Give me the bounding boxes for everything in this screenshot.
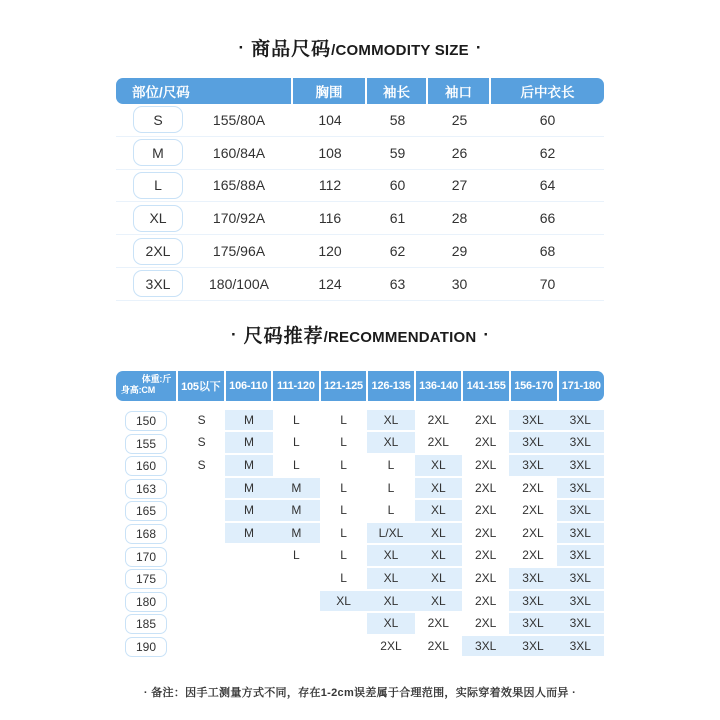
height-pill-wrap: [116, 455, 178, 478]
height-pill-wrap: [116, 613, 178, 636]
cuff-cell: 26: [451, 144, 468, 161]
recommended-size-cell: 3XL: [557, 478, 604, 501]
recommendation-title-en: /RECOMMENDATION: [323, 328, 477, 346]
recommended-size-cell: XL: [415, 478, 462, 501]
recommended-size-cell: [225, 545, 272, 568]
weight-range-header-cell: 156-170: [511, 371, 559, 401]
recommended-size-cell: 3XL: [509, 613, 556, 636]
title-dot-left: ·: [238, 38, 245, 57]
recommended-size-cell: 2XL: [509, 478, 556, 501]
recommended-size-cell: 3XL: [509, 455, 556, 478]
weight-range-header-cell: 111-120: [273, 371, 321, 401]
recommended-size-cell: 2XL: [462, 568, 509, 591]
size-table-header-cell: 后中衣长: [491, 78, 604, 104]
spec-cell: 165/88A: [212, 177, 266, 194]
recommended-size-cell: [273, 568, 320, 591]
recommended-size-cell: 2XL: [367, 636, 414, 659]
recommended-size-cell: 2XL: [462, 455, 509, 478]
recommended-size-cell: [178, 500, 225, 523]
recommended-size-cell: [178, 613, 225, 636]
recommended-size-cell: 2XL: [509, 545, 556, 568]
sleeve-cell: 58: [389, 111, 406, 128]
spec-cell: 155/80A: [212, 111, 266, 128]
size-table-header-cell: 袖口: [428, 78, 491, 104]
recommended-size-cell: L: [273, 432, 320, 455]
recommended-size-cell: L: [320, 568, 367, 591]
height-pill: 150: [125, 411, 167, 431]
cuff-cell: 30: [451, 275, 468, 292]
height-pill: 155: [125, 434, 167, 454]
recommended-size-cell: [225, 613, 272, 636]
size-pill-wrap: [116, 205, 185, 232]
recommended-size-cell: 3XL: [509, 636, 556, 659]
recommendation-title: [116, 321, 604, 355]
recommended-size-cell: 3XL: [557, 545, 604, 568]
recommended-size-cell: S: [178, 410, 225, 433]
recommendation-row: [116, 455, 604, 478]
recommended-size-cell: M: [225, 410, 272, 433]
size-table-body: [116, 104, 604, 301]
weight-range-header-cell: 136-140: [416, 371, 464, 401]
recommended-size-cell: L: [367, 455, 414, 478]
recommended-size-cell: [178, 478, 225, 501]
chest-cell: 120: [318, 243, 342, 260]
size-table-row: [116, 202, 604, 235]
size-table-row: [116, 170, 604, 203]
weight-range-header-cell: 171-180: [559, 371, 605, 401]
sleeve-cell: 59: [389, 144, 406, 161]
recommended-size-cell: [178, 545, 225, 568]
recommended-size-cell: L: [367, 500, 414, 523]
sleeve-cell: 63: [389, 275, 406, 292]
recommended-size-cell: [178, 636, 225, 659]
recommended-size-cell: M: [273, 500, 320, 523]
recommended-size-cell: XL: [367, 545, 414, 568]
weight-range-header-cell: 106-110: [226, 371, 274, 401]
title2-dot-right: ·: [483, 324, 490, 344]
recommended-size-cell: 2XL: [462, 545, 509, 568]
size-table-row: [116, 137, 604, 170]
recommended-size-cell: L: [320, 523, 367, 546]
recommended-size-cell: [178, 523, 225, 546]
recommended-size-cell: XL: [367, 432, 414, 455]
height-pill: 190: [125, 637, 167, 657]
recommended-size-cell: 2XL: [415, 636, 462, 659]
height-pill: 165: [125, 501, 167, 521]
recommended-size-cell: 3XL: [509, 410, 556, 433]
recommended-size-cell: 3XL: [509, 568, 556, 591]
height-pill-wrap: [116, 545, 178, 568]
size-table-header-cell: 袖长: [367, 78, 428, 104]
recommended-size-cell: L: [320, 455, 367, 478]
recommended-size-cell: 3XL: [509, 591, 556, 614]
recommended-size-cell: M: [225, 432, 272, 455]
recommended-size-cell: L: [320, 545, 367, 568]
recommended-size-cell: M: [273, 523, 320, 546]
recommended-size-cell: [225, 636, 272, 659]
height-pill-wrap: [116, 432, 178, 455]
size-pill-wrap: [116, 139, 185, 166]
height-pill: 160: [125, 456, 167, 476]
size-table-row: [116, 268, 604, 301]
chest-cell: 112: [318, 177, 342, 194]
size-table-header-cell: 部位/尺码: [116, 78, 293, 104]
recommended-size-cell: 2XL: [462, 410, 509, 433]
recommended-size-cell: L: [320, 478, 367, 501]
recommended-size-cell: 3XL: [557, 523, 604, 546]
recommended-size-cell: [273, 613, 320, 636]
recommended-size-cell: 2XL: [462, 500, 509, 523]
spec-cell: 160/84A: [212, 144, 266, 161]
recommended-size-cell: L: [273, 455, 320, 478]
recommended-size-cell: [178, 591, 225, 614]
recommendation-table-header-row: [116, 371, 604, 401]
recommended-size-cell: L: [273, 410, 320, 433]
back-length-cell: 62: [539, 144, 556, 161]
recommendation-row: [116, 432, 604, 455]
recommended-size-cell: M: [225, 455, 272, 478]
recommended-size-cell: 3XL: [557, 455, 604, 478]
cuff-cell: 27: [451, 177, 468, 194]
corner-header-cell: [116, 371, 178, 401]
recommendation-row: [116, 613, 604, 636]
title2-dot-left: ·: [230, 324, 237, 344]
cuff-cell: 29: [451, 243, 468, 260]
recommended-size-cell: [273, 591, 320, 614]
size-pill-wrap: [116, 238, 185, 265]
recommendation-row: [116, 410, 604, 433]
recommended-size-cell: XL: [415, 545, 462, 568]
chest-cell: 124: [318, 275, 342, 292]
back-length-cell: 64: [539, 177, 556, 194]
sleeve-cell: 61: [389, 210, 406, 227]
recommended-size-cell: [273, 636, 320, 659]
recommended-size-cell: L: [320, 410, 367, 433]
size-pill: 2XL: [133, 238, 183, 265]
recommended-size-cell: 2XL: [415, 410, 462, 433]
recommended-size-cell: XL: [367, 410, 414, 433]
recommendation-row: [116, 500, 604, 523]
spec-cell: 180/100A: [209, 275, 269, 292]
recommended-size-cell: 2XL: [509, 523, 556, 546]
size-table-row: [116, 104, 604, 137]
recommended-size-cell: 2XL: [462, 523, 509, 546]
height-pill: 175: [125, 569, 167, 589]
recommendation-row: [116, 636, 604, 659]
size-pill: 3XL: [133, 270, 183, 297]
height-pill: 168: [125, 524, 167, 544]
recommended-size-cell: [225, 591, 272, 614]
height-pill-wrap: [116, 523, 178, 546]
size-table-header-row: [116, 78, 604, 104]
recommended-size-cell: S: [178, 455, 225, 478]
recommended-size-cell: 3XL: [557, 591, 604, 614]
recommended-size-cell: [320, 636, 367, 659]
height-pill-wrap: [116, 478, 178, 501]
sleeve-cell: 62: [389, 243, 406, 260]
height-axis-label: 身高:CM: [121, 384, 155, 395]
chest-cell: 108: [318, 144, 342, 161]
recommended-size-cell: [320, 613, 367, 636]
recommended-size-cell: 2XL: [462, 478, 509, 501]
size-pill-wrap: [116, 270, 185, 297]
back-length-cell: 68: [539, 243, 556, 260]
recommended-size-cell: 3XL: [557, 500, 604, 523]
size-pill-wrap: [116, 106, 185, 133]
height-pill: 163: [125, 479, 167, 499]
weight-range-header-cell: 105以下: [178, 371, 226, 401]
recommended-size-cell: XL: [320, 591, 367, 614]
recommended-size-cell: L/XL: [367, 523, 414, 546]
height-pill-wrap: [116, 591, 178, 614]
recommended-size-cell: M: [273, 478, 320, 501]
recommendation-row: [116, 478, 604, 501]
recommendation-title-zh: 尺码推荐: [243, 325, 324, 347]
title-dot-right: ·: [475, 38, 482, 57]
size-pill: M: [133, 139, 183, 166]
commodity-size-title-zh: 商品尺码: [251, 39, 332, 60]
size-pill-wrap: [116, 172, 185, 199]
recommended-size-cell: XL: [415, 500, 462, 523]
weight-axis-label: 体重:斤: [141, 373, 171, 384]
recommended-size-cell: 3XL: [557, 636, 604, 659]
recommended-size-cell: L: [320, 432, 367, 455]
recommended-size-cell: S: [178, 432, 225, 455]
cuff-cell: 28: [451, 210, 468, 227]
weight-range-header-cell: 121-125: [321, 371, 369, 401]
cuff-cell: 25: [451, 111, 468, 128]
recommendation-row: [116, 523, 604, 546]
recommended-size-cell: 2XL: [462, 591, 509, 614]
measurement-note: · 备注：因手工测量方式不同，存在1-2cm误差属于合理范围，实际穿着效果因人而异 ·: [143, 687, 577, 700]
back-length-cell: 66: [539, 210, 556, 227]
recommended-size-cell: 3XL: [509, 432, 556, 455]
recommended-size-cell: XL: [367, 568, 414, 591]
recommended-size-cell: XL: [415, 523, 462, 546]
recommended-size-cell: 3XL: [557, 432, 604, 455]
recommended-size-cell: XL: [415, 568, 462, 591]
spec-cell: 175/96A: [212, 243, 266, 260]
recommended-size-cell: L: [367, 478, 414, 501]
recommended-size-cell: L: [320, 500, 367, 523]
recommended-size-cell: M: [225, 523, 272, 546]
height-pill-wrap: [116, 636, 178, 659]
recommended-size-cell: 2XL: [509, 500, 556, 523]
recommended-size-cell: M: [225, 478, 272, 501]
recommended-size-cell: 3XL: [557, 410, 604, 433]
recommended-size-cell: 2XL: [462, 432, 509, 455]
recommended-size-cell: XL: [415, 591, 462, 614]
recommended-size-cell: M: [225, 500, 272, 523]
height-pill: 170: [125, 547, 167, 567]
recommended-size-cell: 3XL: [557, 568, 604, 591]
height-pill-wrap: [116, 410, 178, 433]
height-pill: 180: [125, 592, 167, 612]
height-pill-wrap: [116, 500, 178, 523]
recommendation-row: [116, 568, 604, 591]
chest-cell: 104: [318, 111, 342, 128]
size-table-header-cell: 胸围: [293, 78, 367, 104]
recommended-size-cell: 3XL: [462, 636, 509, 659]
height-pill-wrap: [116, 568, 178, 591]
size-pill: S: [133, 106, 183, 133]
recommendation-table-body: [116, 410, 604, 659]
recommendation-row: [116, 591, 604, 614]
size-table-row: [116, 235, 604, 268]
recommended-size-cell: 2XL: [415, 432, 462, 455]
sleeve-cell: 60: [389, 177, 406, 194]
recommended-size-cell: XL: [415, 455, 462, 478]
recommended-size-cell: 2XL: [415, 613, 462, 636]
recommended-size-cell: 3XL: [557, 613, 604, 636]
commodity-size-title: [116, 0, 604, 58]
chest-cell: 116: [318, 210, 342, 227]
weight-range-header-cell: 126-135: [368, 371, 416, 401]
size-pill: XL: [133, 205, 183, 232]
recommendation-row: [116, 545, 604, 568]
recommended-size-cell: 2XL: [462, 613, 509, 636]
size-chart-page: [116, 0, 604, 700]
weight-range-header-cell: 141-155: [463, 371, 511, 401]
recommended-size-cell: [178, 568, 225, 591]
height-pill: 185: [125, 614, 167, 634]
recommended-size-cell: [225, 568, 272, 591]
commodity-size-title-en: /COMMODITY SIZE: [331, 42, 469, 59]
recommended-size-cell: XL: [367, 591, 414, 614]
size-pill: L: [133, 172, 183, 199]
spec-cell: 170/92A: [212, 210, 266, 227]
recommended-size-cell: L: [273, 545, 320, 568]
back-length-cell: 60: [539, 111, 556, 128]
back-length-cell: 70: [539, 275, 556, 292]
recommended-size-cell: XL: [367, 613, 414, 636]
